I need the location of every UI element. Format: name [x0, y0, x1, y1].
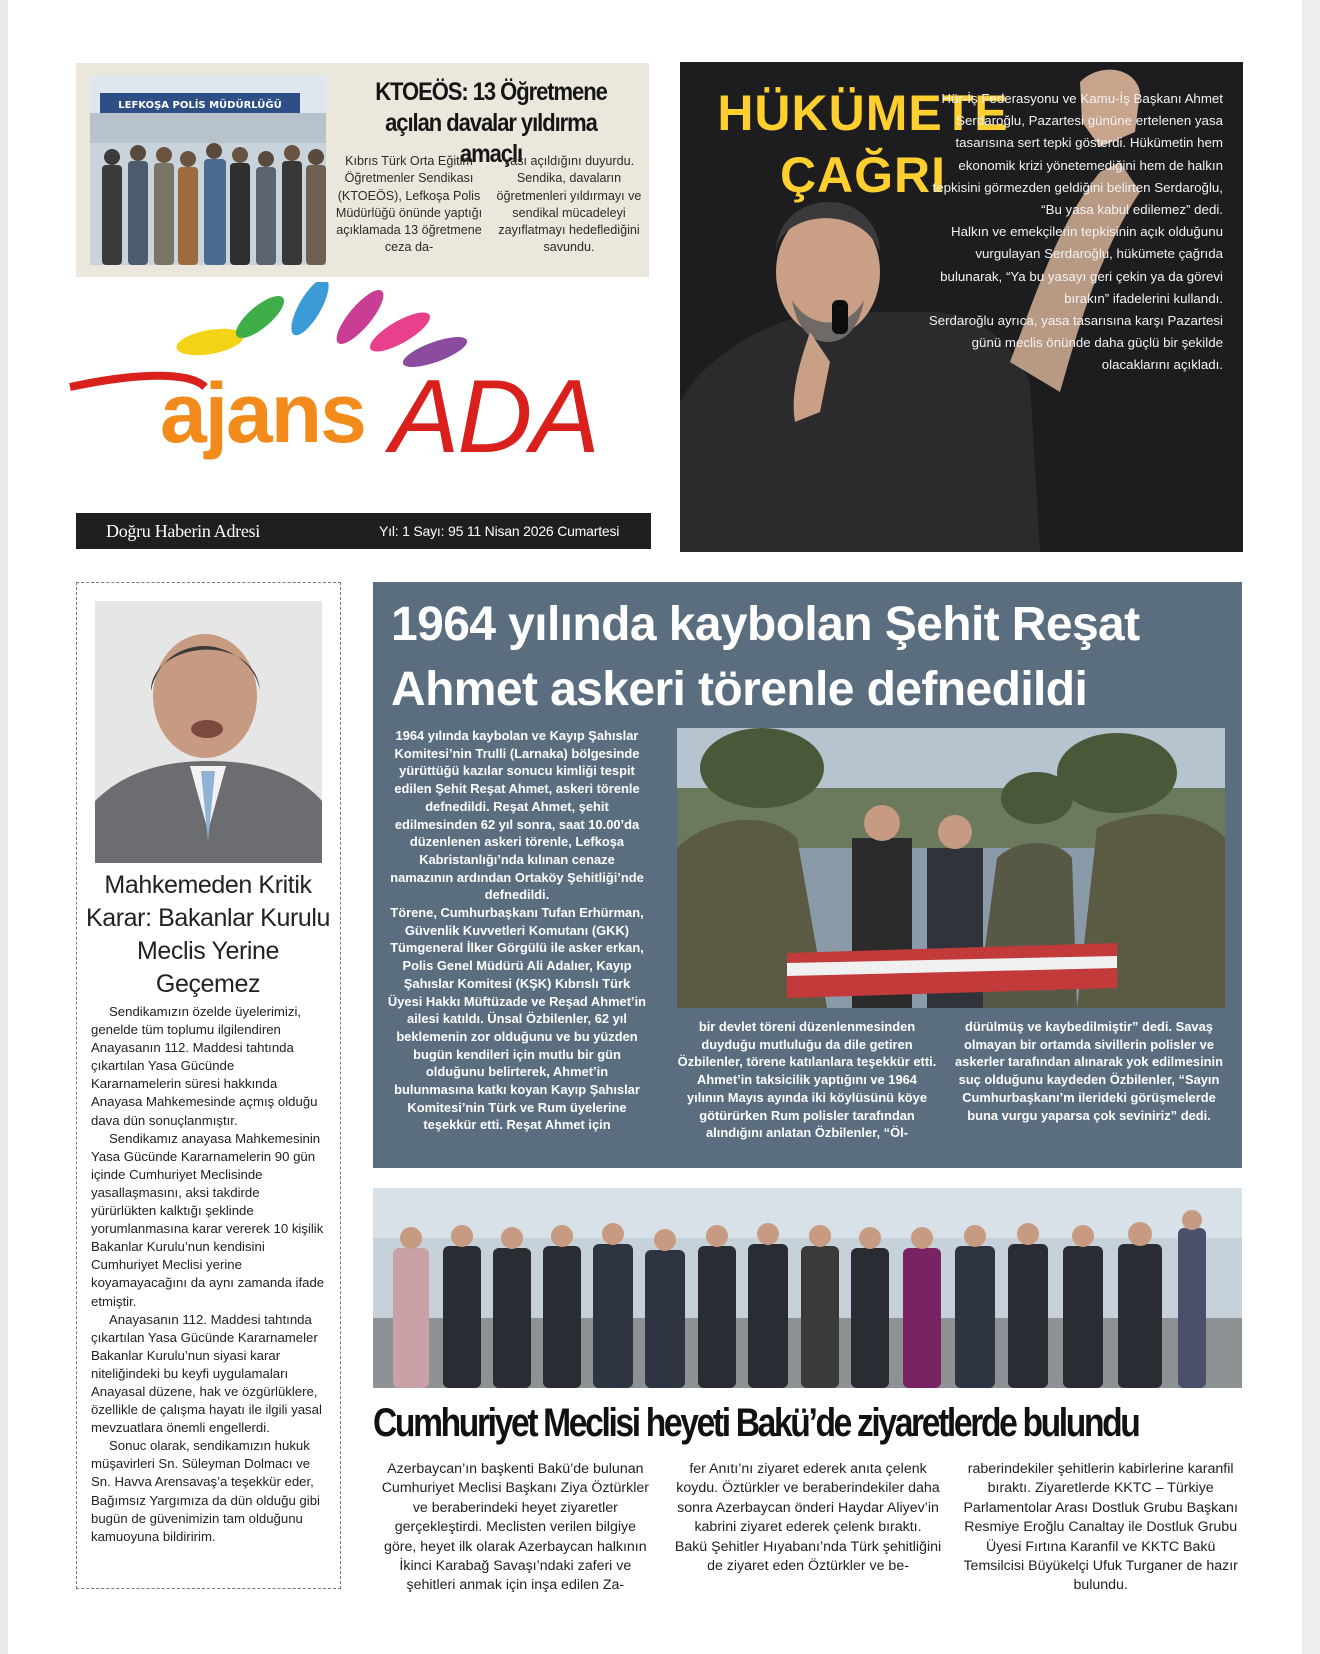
lead-paragraph-4: dürülmüş ve kaybedilmiştir” dedi. Savaş olmayan bir ortamda sivillerin polisler ve askerler tarafından alınarak yok edilmesinin suç olduğunu kaydeden Özbilenler, “Sayın Cumhurbaşkanı’m ilerideki görüşmelerde buna vurgu yaparsa çok seviniriz” dedi.: [955, 1019, 1223, 1123]
court-paragraph-3: Anayasanın 112. Maddesi tahtında çıkartılan Yasa Gücünde Kararnameler Bakanlar Kurulu’nun siyasi karar niteliğindeki bu keyfi uygulamaları Anayasal düzene, hak ve özgürlüklere, özellikle de çalışma hayatı ile ilgili yasal mevzuatlara önemli engellerdi.: [91, 1311, 322, 1436]
appeal-headline-line-1: HÜKÜMETE: [717, 85, 1009, 141]
baku-delegation-photo: [373, 1188, 1242, 1388]
masthead-slogan: Doğru Haberin Adresi: [106, 521, 260, 541]
lead-paragraph-3: bir devlet töreni düzenlenmesinden duyduğu mutluluğu da dile getiren Özbilenler, törene katılanlara teşekkür etti. Ahmet’in taksicilik yaptığını ve 1964 yılının Mayıs ayında iki köylüsünü köye götürürken Rum polisler tarafından alındığını anlatan Özbilenler, “Öl-: [677, 1019, 937, 1141]
lead-column-1: [387, 727, 647, 1134]
appeal-paragraph-3: Serdaroğlu ayrıca, yasa tasarısına karşı Pazartesi günü meclis önünde daha güçlü bir şekilde olacaklarını açıkladı.: [928, 313, 1223, 373]
lead-headline[interactable]: 1964 yılında kaybolan Şehit Reşat Ahmet askeri törenle defnedildi: [391, 598, 1140, 716]
appeal-article[interactable]: [680, 62, 1243, 552]
teaser-photo-sign: LEFKOŞA POLİS MÜDÜRLÜĞÜ: [118, 100, 282, 111]
lead-column-2: [677, 1018, 937, 1142]
baku-column-2: [671, 1460, 946, 1596]
baku-column-3: [963, 1460, 1238, 1596]
teaser-col-2: vası açıldığını duyurdu. Sendika, davaların öğretmenleri yıldırmayı ve sendikal mücadeleyi zayıflatmayı hedeflediğini savundu.: [496, 154, 642, 255]
issue-info: Yıl: 1 Sayı: 95 11 Nisan 2026 Cumartesi: [379, 523, 620, 539]
baku-paragraph-2: fer Anıtı’nı ziyaret ederek anıta çelenk koydu. Öztürkler ve beraberindekiler daha sonra Azerbaycan önderi Haydar Aliyev’in kabrini ziyaret ederek çelenk bıraktı.: [676, 1461, 940, 1536]
baku-column-1: [378, 1460, 653, 1596]
page-edge-left: [0, 0, 8, 1654]
teaser-col-1: Kıbrıs Türk Orta Eğitim Öğretmenler Sendikası (KTOEÖS), Lefkoşa Polis Müdürlüğü önünde yaptığı açıklamada 13 öğretmene ceza da-: [335, 154, 483, 255]
lead-column-3: [953, 1018, 1225, 1124]
baku-body: [378, 1460, 1238, 1596]
baku-paragraph-4: raberindekiler şehitlerin kabirlerine karanfil bıraktı. Ziyaretlerde KKTC – Türkiye Parlamentolar Arası Dostluk Grubu Başkanı Resmiye Eroğlu Canaltay ile Dostluk Grubu Üyesi Fırtına Karanfil ve KKTC Bakü Temsilcisi Büyükelçi Ufuk Turganer de hazır bulundu.: [963, 1461, 1238, 1594]
logo-text-ajans: ajans: [160, 366, 365, 460]
court-headline[interactable]: Mahkemeden Kritik Karar: Bakanlar Kurulu Meclis Yerine Geçemez: [85, 871, 331, 998]
lead-article[interactable]: [373, 582, 1242, 1168]
masthead-bar: [76, 513, 651, 549]
appeal-paragraph-2: Halkın ve emekçilerin tepkisinin açık olduğunu vurgulayan Serdaroğlu, hükümete çağrıda bulunarak, “Ya bu yasayı geri çekin ya da görevi bırakın” ifadelerini kullandı.: [940, 224, 1223, 306]
appeal-headline-line-2: ÇAĞRI: [779, 147, 947, 203]
court-portrait-photo: [95, 601, 322, 863]
court-paragraph-1: Sendikamızın özelde üyelerimizi, genelde tüm toplumu ilgilendiren Anayasanın 112. Maddesi tahtında çıkartılan Yasa Gücünde Kararnamelerin süresi hakkında Anayasa Mahkemesinde açmış olduğu dava dün sonuçlanmıştır.: [91, 1004, 318, 1128]
masthead-logo[interactable]: [60, 282, 660, 512]
lead-paragraph-2: Törene, Cumhurbaşkanı Tufan Erhürman, Güvenlik Kuvvetleri Komutanı (GKK) Tümgeneral İlker Görgülü ile asker erkan, Polis Genel Müdürü Ali Adalıer, Kayıp Şahıslar Komitesi (KŞK) Kıbrıslı Türk Üyesi Hakkı Müftüzade ve Reşad Ahmet’in ailesi katıldı. Ünsal Özbilenler, 62 yıl beklemenin zor olduğunu ve bu yüzden bugün kendileri için mutlu bir gün olduğunu belirterek, Ahmet’in bulunmasına katkı koyan Kayıp Şahıslar Komitesi’nin Türk ve Rum üyelerine teşekkür etti. Reşat Ahmet için: [387, 905, 647, 1133]
logo-text-ada: ADA: [390, 359, 598, 475]
lead-paragraph-1: 1964 yılında kaybolan ve Kayıp Şahıslar Komitesi’nin Trulli (Larnaka) bölgesinde yürüttüğü kazılar sonucu kimliği tespit edilen Şehit Reşat Ahmet, askeri törenle defnedildi. Reşat Ahmet, şehit edilmesinden 62 yıl sonra, saat 10.00’da düzenlenen askeri törenle, Lefkoşa Kabristanlığı’nda kılınan cenaze namazının ardından Ortaköy Şehitliği’nde defnedildi.: [390, 728, 644, 903]
teaser-photo: [90, 75, 326, 265]
appeal-paragraph-1: Hür-İş Federasyonu ve Kamu-İş Başkanı Ahmet Serdaroğlu, Pazartesi gününe ertelenen yasa tasarısına sert tepki gösterdi. Hükümetin hem ekonomik krizi yönetemediğini hem de halkın tepkisini görmezden geldiğini belirten Serdaroğlu, “Bu yasa kabul edilemez” dedi.: [932, 91, 1223, 218]
baku-paragraph-3: Bakü Şehitler Hıyabanı’nda Türk şehitliğini de ziyaret eden Öztürkler ve be-: [674, 1538, 942, 1575]
court-body: [91, 1003, 327, 1546]
court-paragraph-2: Sendikamız anayasa Mahkemesinin Yasa Gücünde Kararnamelerin 90 gün içinde Cumhuriyet Meclisinde yasallaşmasını, aksi takdirde yürürlükten kalktığı şeklinde yorumlanmasına karar vererek 10 kişilik Bakanlar Kurulu’nun kendisini Cumhuriyet Meclisi yerine koyamayacağını da aynı zamanda ifade etmiştir.: [91, 1130, 325, 1309]
appeal-body: [923, 88, 1223, 377]
baku-headline[interactable]: Cumhuriyet Meclisi heyeti Bakü’de ziyaretlerde bulundu: [373, 1401, 1139, 1445]
funeral-ceremony-photo: [677, 728, 1225, 1008]
baku-paragraph-1: Azerbaycan’ın başkenti Bakü’de bulunan Cumhuriyet Meclisi Başkanı Ziya Öztürkler ve beraberindeki heyet ziyaretler gerçekleştirdi. Meclisten verilen bilgiye göre, heyet ilk olarak Azerbaycan halkının İkinci Karabağ Savaşı’ndaki zaferi ve şehitleri anmak için inşa edilen Za-: [381, 1461, 649, 1594]
teaser-article[interactable]: [76, 63, 649, 277]
page-edge-right: [1302, 0, 1320, 1654]
teaser-body: [334, 153, 644, 257]
court-paragraph-4: Sonuc olarak, sendikamızın hukuk müşavirleri Sn. Süleyman Dolmacı ve Sn. Havva Arensavaş’a teşekkür eder, Bağımsız Yargımıza da dün olduğu gibi bugün de güvenimizin tam olduğunu kamuoyuna bildiririm.: [91, 1438, 320, 1544]
court-article[interactable]: [76, 582, 341, 1589]
teaser-headline[interactable]: KTOEÖS: 13 Öğretmene açılan davalar yıldırma amaçlı: [375, 78, 607, 168]
